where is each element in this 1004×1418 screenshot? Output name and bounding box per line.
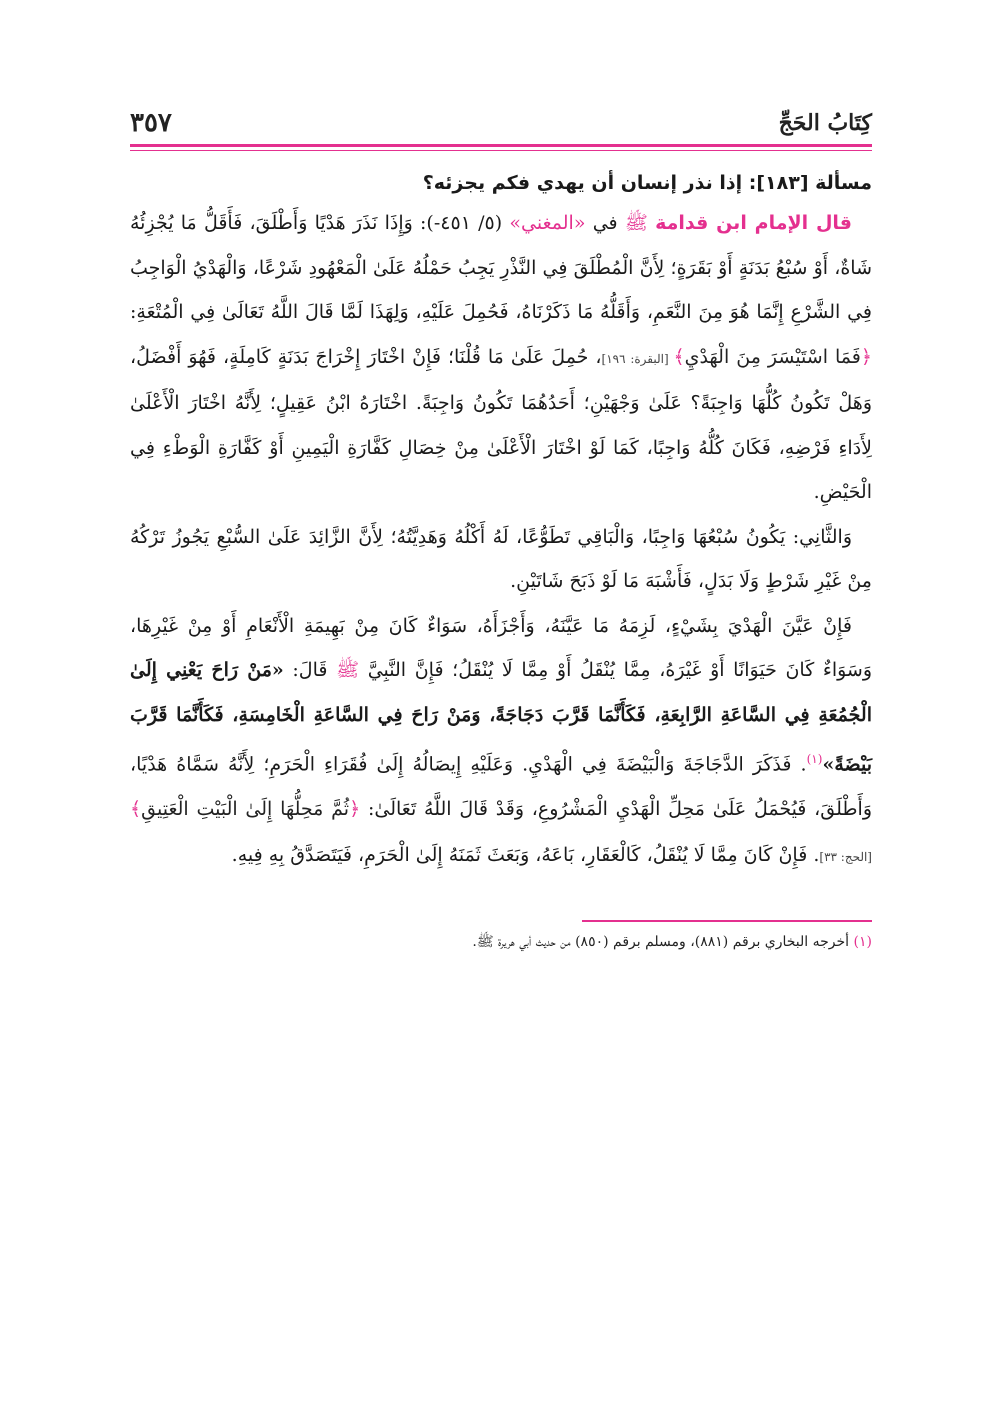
chapter-title: كِتَابُ الحَجِّ bbox=[778, 110, 872, 136]
quran-verse: ثُمَّ مَحِلُّهَا إِلَىٰ الْبَيْتِ الْعَتِيقِ bbox=[141, 797, 350, 820]
speaker-name: قال الإمام ابن قدامة bbox=[655, 212, 853, 234]
footnote-text: أخرجه البخاري برقم (٨٨١)، ومسلم برقم (٨٥٠) من حديث أبي هريرة ﷺ. bbox=[472, 933, 854, 950]
paragraph-text: ، حُمِلَ عَلَىٰ مَا قُلْنَا؛ فَإِنْ اخْتَارَ إِخْرَاجَ بَدَنَةٍ كَامِلَةٍ، فَهُوَ أَفْضَلُ، وَهَلْ تَكُونُ كُلُّهَا وَاجِبَةً؟ عَلَىٰ وَجْهَيْنِ؛ أَحَدُهُمَا تَكُونُ وَاجِبَةً. اخْتَارَهُ ابْنُ عَقِيلٍ؛ لِأَنَّهُ اخْتَارَ الْأَعْلَىٰ لِأَدَاءِ فَرْضِهِ، فَكَانَ كُلُّهُ وَاجِبًا، كَمَا لَوْ اخْتَارَ الْأَعْلَىٰ مِنْ خِصَالِ كَفَّارَةِ الْيَمِينِ أَوْ كَفَّارَةِ الْوَطْءِ فِي الْحَيْضِ. bbox=[130, 345, 872, 503]
paragraph-text: وَإِذَا نَذَرَ هَدْيًا وَأَطْلَقَ، فَأَقَلُّ مَا يُجْزِئُهُ شَاةٌ، أَوْ سُبْعُ بَدَنَةٍ أَوْ بَقَرَةٍ؛ لِأَنَّ الْمُطْلَقَ فِي النَّذْرِ يَجِبُ حَمْلُهُ عَلَىٰ الْمَعْهُودِ شَرْعًا، وَالْهَدْيُ الْوَاجِبُ فِي الشَّرْعِ إِنَّمَا هُوَ مِنَ النَّعَمِ، وَأَقَلُّهُ مَا ذَكَرْنَاهُ، فَحُمِلَ عَلَيْهِ، وَلِهَذَا لَمَّا قَالَ اللَّهُ تَعَالَىٰ فِي الْمُتْعَةِ: bbox=[130, 212, 872, 323]
paragraph-text: . فَإِنْ كَانَ مِمَّا لَا يُنْقَلُ، كَالْعَقَارِ، بَاعَهُ، وَبَعَثَ ثَمَنَهُ إِلَىٰ الْحَرَمِ، فَيَتَصَدَّقُ بِهِ فِيهِ. bbox=[231, 844, 820, 867]
paragraph-text: . فَذَكَرَ الدَّجَاجَةَ وَالْبَيْضَةَ فِي الْهَدْيِ. وَعَلَيْهِ إِيصَالُهُ إِلَىٰ فُقَرَاءِ الْحَرَمِ؛ لِأَنَّهُ سَمَّاهُ هَدْيًا، وَأَطْلَقَ، فَيُحْمَلُ عَلَىٰ مَحِلِّ الْهَدْيِ الْمَشْرُوعِ، وَقَدْ قَالَ اللَّهُ تَعَالَىٰ: bbox=[130, 753, 873, 820]
quran-bracket-open: ﴿ bbox=[349, 797, 361, 820]
quran-verse: فَمَا اسْتَيْسَرَ مِنَ الْهَدْيِ bbox=[684, 345, 861, 368]
quran-reference: [الحج: ٣٣] bbox=[819, 850, 872, 865]
salawat-glyph: ﷺ bbox=[327, 659, 368, 681]
question-heading bbox=[130, 165, 872, 201]
quran-bracket-close: ﴾ bbox=[130, 797, 142, 820]
honorific-glyph: ﷺ bbox=[617, 212, 656, 234]
header-rule-thick bbox=[130, 144, 872, 147]
footnote-separator bbox=[582, 920, 872, 922]
page-number: ٣٥٧ bbox=[130, 108, 172, 138]
book-title: «المغني» bbox=[509, 212, 586, 234]
preposition: في bbox=[585, 212, 618, 234]
question-text: إذا نذر إنسان أن يهدي فكم يجزئه؟ bbox=[422, 172, 743, 194]
footnote-marker[interactable]: (١) bbox=[806, 752, 823, 766]
footnote-number: (١) bbox=[853, 933, 872, 950]
question-label: مسألة [١٨٣]: bbox=[742, 172, 872, 194]
paragraph-3 bbox=[130, 604, 872, 880]
quran-reference: [البقرة: ١٩٦] bbox=[601, 351, 674, 366]
footnote bbox=[130, 930, 872, 954]
source-reference: (٥/ ٤٥١-): bbox=[412, 212, 510, 234]
page bbox=[130, 100, 872, 954]
paragraph-1 bbox=[130, 201, 872, 515]
page-header bbox=[130, 100, 872, 144]
hadith-text: «مَنْ رَاحَ يَعْنِي إِلَىٰ الْجُمُعَةِ فِي السَّاعَةِ الرَّابِعَةِ، فَكَأَنَّمَا قَرَّبَ دَجَاجَةً، وَمَنْ رَاحَ فِي السَّاعَةِ الْخَامِسَةِ، فَكَأَنَّمَا قَرَّبَ بَيْضَةً» bbox=[130, 659, 872, 776]
main-text bbox=[130, 201, 872, 880]
paragraph-text: وَالثَّانِي: يَكُونُ سُبْعُهَا وَاجِبًا، وَالْبَاقِي تَطَوُّعًا، لَهُ أَكْلُهُ وَهَدِيَّتُهُ؛ لِأَنَّ الزَّائِدَ عَلَىٰ السُّبْعِ يَجُوزُ تَرْكُهُ مِنْ غَيْرِ شَرْطٍ وَلَا بَدَلٍ، فَأَشْبَهَ مَا لَوْ ذَبَحَ شَاتَيْنِ. bbox=[130, 525, 872, 592]
quran-bracket-close: ﴾ bbox=[673, 345, 685, 368]
paragraph-text: قَالَ: bbox=[283, 659, 328, 681]
paragraph-2 bbox=[130, 515, 872, 604]
header-rule-thin bbox=[130, 150, 872, 151]
quran-bracket-open: ﴿ bbox=[860, 345, 872, 368]
paragraph-text: فَإِنْ عَيَّنَ الْهَدْيَ بِشَيْءٍ، لَزِمَهُ مَا عَيَّنَهُ، وَأَجْزَأَهُ، سَوَاءٌ كَانَ مِنْ بَهِيمَةِ الْأَنْعَامِ أَوْ مِنْ غَيْرِهَا، وَسَوَاءٌ كَانَ حَيَوَانًا أَوْ غَيْرَهُ، مِمَّا يُنْقَلُ أَوْ مِمَّا لَا يُنْقَلُ؛ فَإِنَّ النَّبِيَّ bbox=[130, 614, 873, 681]
